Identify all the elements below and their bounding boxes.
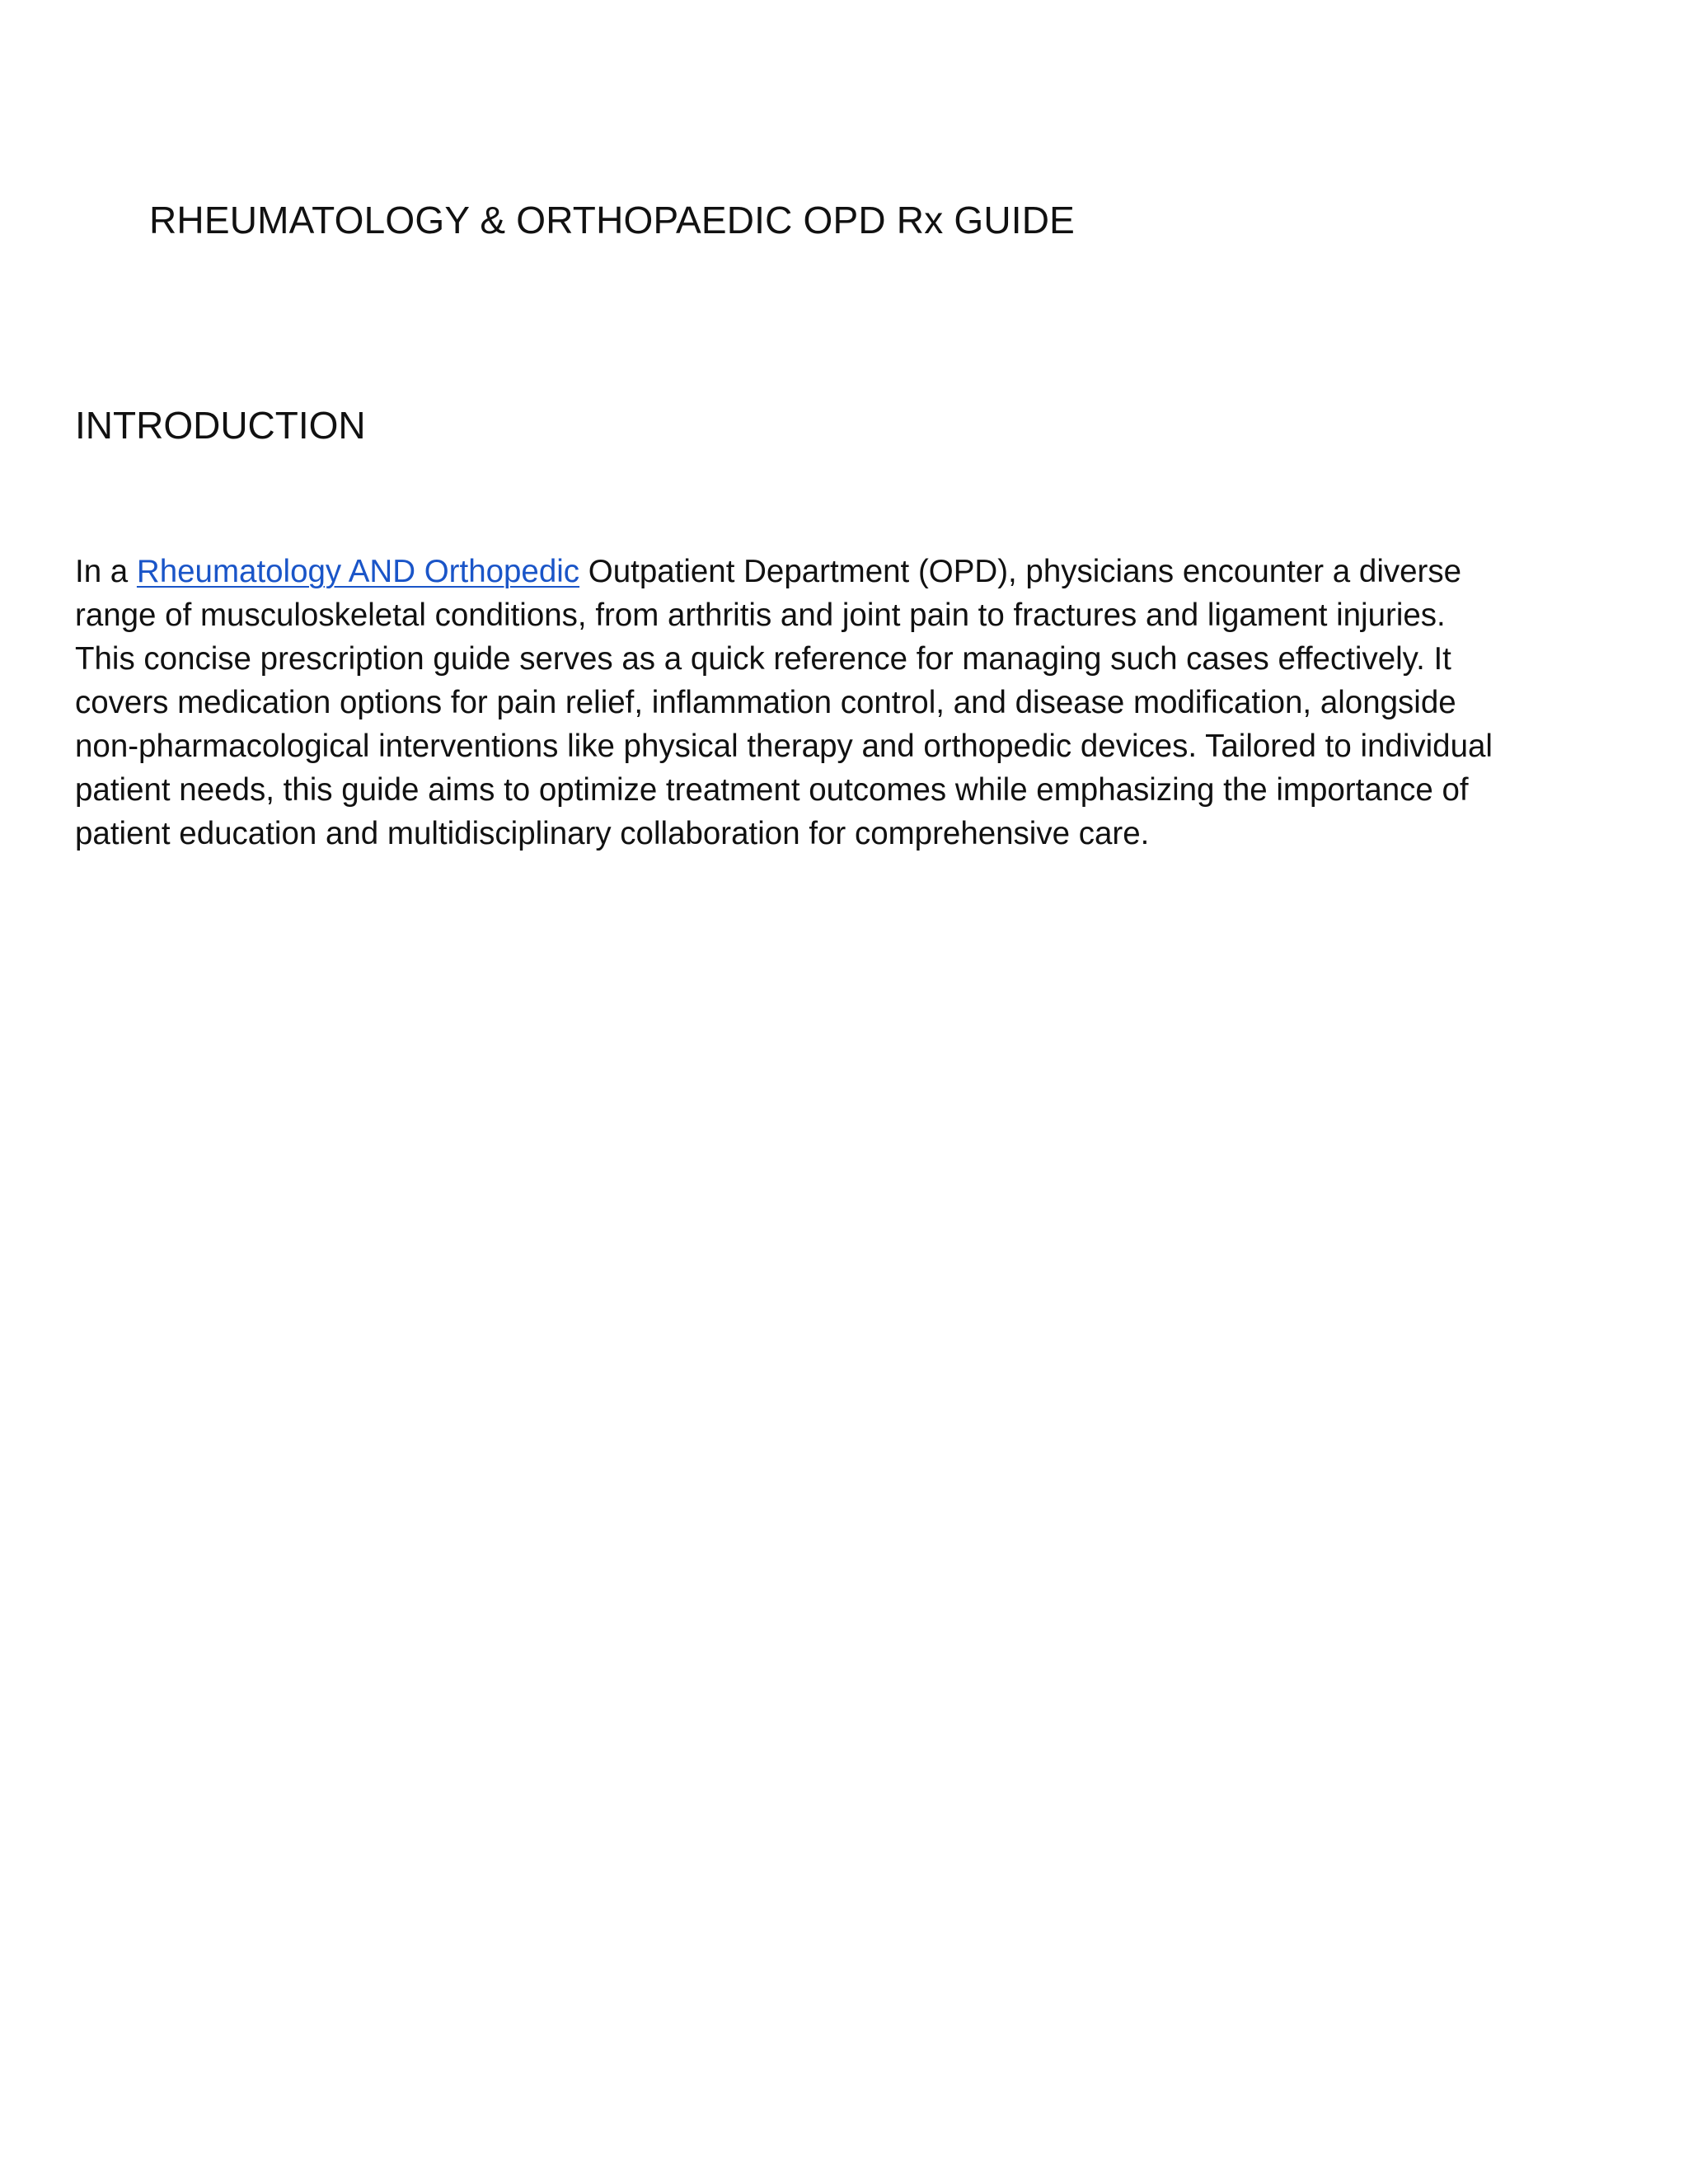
introduction-paragraph: [75, 550, 1493, 855]
paragraph-body-text: Outpatient Department (OPD), physicians encounter a diverse range of musculoskeletal conditions, from arthritis and joint pain to fractures and ligament injuries. This concise prescription guide serves as a quick reference for managing such cases effectively. It covers medication options for pain relief, inflammation control, and disease modification, alongside non-pharmacological interventions like physical therapy and orthopedic devices. Tailored to individual patient needs, this guide aims to optimize treatment outcomes while emphasizing the importance of patient education and multidisciplinary collaboration for comprehensive care.: [75, 554, 1493, 851]
rheumatology-orthopedic-link[interactable]: Rheumatology AND Orthopedic: [136, 554, 580, 589]
paragraph-lead-text: In a: [75, 554, 137, 589]
document-title: RHEUMATOLOGY & ORTHOPAEDIC OPD Rx GUIDE: [149, 199, 1076, 241]
section-heading-introduction: INTRODUCTION: [75, 404, 366, 447]
